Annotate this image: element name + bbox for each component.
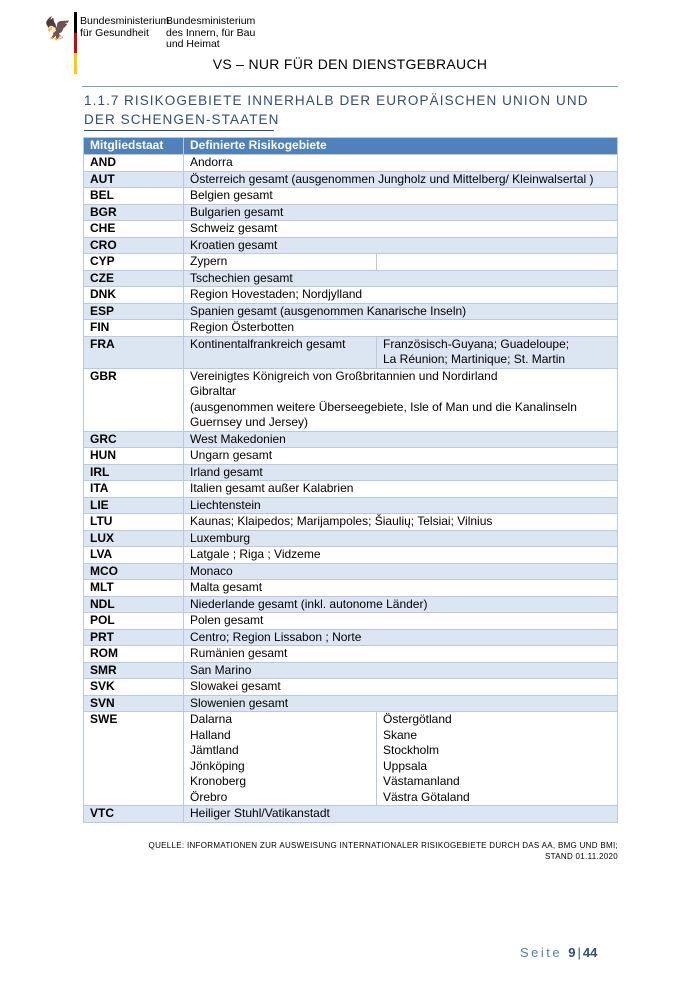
member-state-code: LVA xyxy=(84,547,184,564)
member-state-code: BGR xyxy=(84,204,184,221)
member-state-code: SMR xyxy=(84,662,184,679)
section-title: RISIKOGEBIETE INNERHALB DER EUROPÄISCHEN UNION UND DER SCHENGEN-STAATEN xyxy=(84,93,589,127)
risk-area-cell: Andorra xyxy=(184,155,618,172)
table-row xyxy=(84,448,618,465)
section-heading xyxy=(84,91,614,131)
risk-area-cell: West Makedonien xyxy=(184,431,618,448)
member-state-code: ROM xyxy=(84,646,184,663)
table-row xyxy=(84,336,618,368)
column-header-risk-areas: Definierte Risikogebiete xyxy=(184,138,618,155)
risk-area-cell: Französisch-Guyana; Guadeloupe; La Réunion; Martinique; St. Martin xyxy=(377,336,618,368)
risk-area-cell: Österreich gesamt (ausgenommen Jungholz und Mittelberg/ Kleinwalsertal ) xyxy=(184,171,618,188)
risk-area-cell: Polen gesamt xyxy=(184,613,618,630)
member-state-code: FIN xyxy=(84,320,184,337)
classification-label: VS – NUR FÜR DEN DIENSTGEBRAUCH xyxy=(212,56,488,72)
risk-area-cell: Kontinentalfrankreich gesamt xyxy=(184,336,377,368)
member-state-code: FRA xyxy=(84,336,184,368)
page-separator: | xyxy=(577,945,581,960)
member-state-code: CRO xyxy=(84,237,184,254)
member-state-code: AND xyxy=(84,155,184,172)
table-row xyxy=(84,155,618,172)
table-row xyxy=(84,270,618,287)
table-row xyxy=(84,481,618,498)
member-state-code: SVK xyxy=(84,679,184,696)
table-row xyxy=(84,679,618,696)
member-state-code: LUX xyxy=(84,530,184,547)
table-row xyxy=(84,613,618,630)
member-state-code: AUT xyxy=(84,171,184,188)
table-row xyxy=(84,188,618,205)
flag-stripe-black xyxy=(74,12,77,33)
member-state-code: CHE xyxy=(84,221,184,238)
member-state-code: VTC xyxy=(84,806,184,823)
risk-area-cell: Slowakei gesamt xyxy=(184,679,618,696)
table-row xyxy=(84,596,618,613)
table-row xyxy=(84,695,618,712)
member-state-code: LIE xyxy=(84,497,184,514)
risk-area-cell: Schweiz gesamt xyxy=(184,221,618,238)
risk-area-cell: Heiliger Stuhl/Vatikanstadt xyxy=(184,806,618,823)
source-note: QUELLE: INFORMATIONEN ZUR AUSWEISUNG INTERNATIONALER RISIKOGEBIETE DURCH DAS AA, BMG UND BMI; STAND 01.11.2020 xyxy=(148,841,618,861)
column-header-member-state: Mitgliedstaat xyxy=(84,138,184,155)
table-row xyxy=(84,204,618,221)
risk-area-cell: Kroatien gesamt xyxy=(184,237,618,254)
table-header-row xyxy=(84,138,618,155)
table-row xyxy=(84,646,618,663)
total-pages: 44 xyxy=(582,945,598,960)
member-state-code: ESP xyxy=(84,303,184,320)
member-state-code: CZE xyxy=(84,270,184,287)
risk-area-cell: Malta gesamt xyxy=(184,580,618,597)
member-state-code: BEL xyxy=(84,188,184,205)
table-row xyxy=(84,547,618,564)
table-row xyxy=(84,629,618,646)
risk-area-cell: Kaunas; Klaipedos; Marijampoles; Šiaulių; Telsiai; Vilnius xyxy=(184,514,618,531)
risk-area-cell: San Marino xyxy=(184,662,618,679)
risk-area-cell: Dalarna Halland Jämtland Jönköping Kronoberg Örebro xyxy=(184,712,377,806)
member-state-code: CYP xyxy=(84,254,184,271)
member-state-code: GRC xyxy=(84,431,184,448)
risk-area-cell: Monaco xyxy=(184,563,618,580)
table-row xyxy=(84,497,618,514)
current-page: 9 xyxy=(568,945,576,960)
risk-area-cell: Tschechien gesamt xyxy=(184,270,618,287)
risk-area-cell: Ungarn gesamt xyxy=(184,448,618,465)
risk-area-cell: Latgale ; Riga ; Vidzeme xyxy=(184,547,618,564)
table-row xyxy=(84,287,618,304)
risk-area-cell: Spanien gesamt (ausgenommen Kanarische Inseln) xyxy=(184,303,618,320)
member-state-code: ITA xyxy=(84,481,184,498)
section-number: 1.1.7 xyxy=(84,93,120,108)
member-state-code: PRT xyxy=(84,629,184,646)
risk-area-cell: Vereinigtes Königreich von Großbritannien und Nordirland Gibraltar (ausgenommen weitere Überseegebiete, Isle of Man und die Kanalinseln Guernsey und Jersey) xyxy=(184,368,618,431)
table-row xyxy=(84,806,618,823)
risk-area-cell: Liechtenstein xyxy=(184,497,618,514)
risk-area-cell: Bulgarien gesamt xyxy=(184,204,618,221)
member-state-code: HUN xyxy=(84,448,184,465)
page-label: Seite xyxy=(520,945,563,960)
table-row xyxy=(84,254,618,271)
table-row xyxy=(84,662,618,679)
page-footer xyxy=(520,945,597,960)
member-state-code: MCO xyxy=(84,563,184,580)
member-state-code: NDL xyxy=(84,596,184,613)
member-state-code: GBR xyxy=(84,368,184,431)
risk-area-cell: Slowenien gesamt xyxy=(184,695,618,712)
ministry-interior-name: Bundesministerium des Innern, für Bau und Heimat xyxy=(166,15,256,50)
member-state-code: IRL xyxy=(84,464,184,481)
member-state-code: MLT xyxy=(84,580,184,597)
risk-area-cell: Centro; Region Lissabon ; Norte xyxy=(184,629,618,646)
risk-area-cell: Belgien gesamt xyxy=(184,188,618,205)
risk-area-cell: Region Österbotten xyxy=(184,320,618,337)
risk-area-cell: Irland gesamt xyxy=(184,464,618,481)
risk-area-cell: Östergötland Skane Stockholm Uppsala Västamanland Västra Götaland xyxy=(377,712,618,806)
ministry-health-name: Bundesministerium für Gesundheit xyxy=(80,15,170,39)
table-row xyxy=(84,303,618,320)
member-state-code: SVN xyxy=(84,695,184,712)
member-state-code: DNK xyxy=(84,287,184,304)
table-row xyxy=(84,514,618,531)
table-row xyxy=(84,221,618,238)
table-row xyxy=(84,464,618,481)
table-row xyxy=(84,563,618,580)
table-row xyxy=(84,580,618,597)
table-row xyxy=(84,320,618,337)
risk-area-cell: Rumänien gesamt xyxy=(184,646,618,663)
member-state-code: LTU xyxy=(84,514,184,531)
risk-area-cell: Niederlande gesamt (inkl. autonome Länder) xyxy=(184,596,618,613)
member-state-code: SWE xyxy=(84,712,184,806)
table-row xyxy=(84,712,618,806)
risk-area-cell: Zypern xyxy=(184,254,377,271)
flag-stripe-red xyxy=(74,33,77,54)
risk-areas-table xyxy=(83,137,618,823)
federal-eagle-icon: 🦅 xyxy=(44,16,72,41)
risk-area-cell: Luxemburg xyxy=(184,530,618,547)
risk-area-cell: Region Hovestaden; Nordjylland xyxy=(184,287,618,304)
risk-area-cell: Italien gesamt außer Kalabrien xyxy=(184,481,618,498)
table-row xyxy=(84,530,618,547)
member-state-code: POL xyxy=(84,613,184,630)
table-row xyxy=(84,171,618,188)
header-divider xyxy=(82,86,618,87)
table-row xyxy=(84,237,618,254)
table-row xyxy=(84,431,618,448)
risk-area-cell xyxy=(377,254,618,271)
section-underline xyxy=(84,130,274,131)
table-row xyxy=(84,368,618,431)
